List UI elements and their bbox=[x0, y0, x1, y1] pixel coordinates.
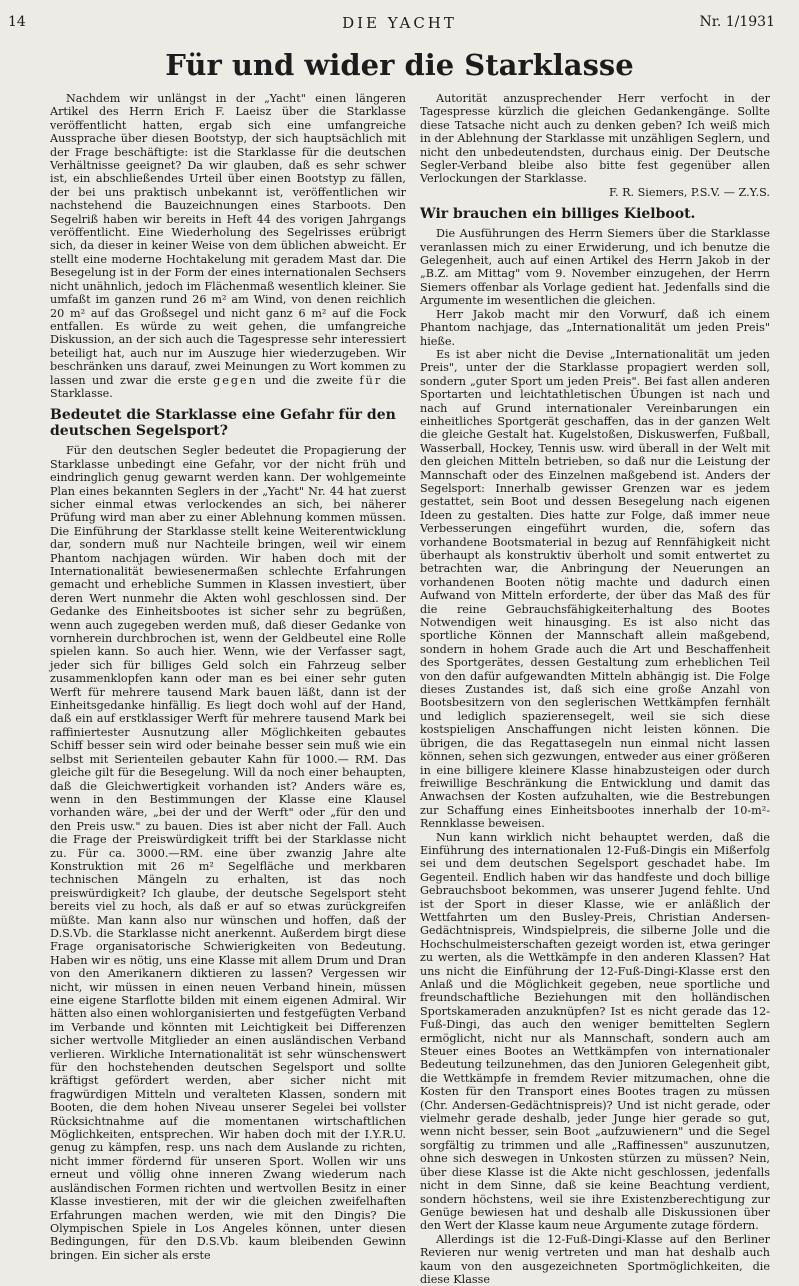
section-heading-1: Bedeutet die Starklasse eine Gefahr für den deutschen Segelsport? bbox=[50, 407, 396, 440]
intro-fuer: für bbox=[359, 373, 383, 387]
article-title: Für und wider die Starklasse bbox=[165, 48, 634, 82]
body-paragraph-2d: Nun kann wirklich nicht behauptet werden, daß die Einführung des internationalen 12-Fuß-Dingis ein Mißerfolg sei und dem deutschen Segelsport geschadet habe. Im Gegenteil. Endlich haben wir das handfeste und doch billige Gebrauchsboot bekommen, was unserer Jugend fehlte. Und ist der Sport in dieser Klasse, wie er anläßlich der Wettfahrten um den Busley-Preis, Christian Andersen-Gedächtnispreis, Windspielpreis, die silberne Jolle und die Hochschulmeisterschaften gezeigt worden ist, etwa geringer zu werten, als die Wettkämpfe in den anderen Klassen? Hat uns nicht die Einführung der 12-Fuß-Dingi-Klasse erst den Anlaß und die Möglichkeit gegeben, neue sportliche und freundschaftliche Beziehungen mit den holländischen Sportskameraden anzuknüpfen? Ist es nicht gerade das 12-Fuß-Dingi, das auch den weniger bemittelten Seglern ermöglicht, nicht nur als Mannschaft, sondern auch am Steuer eines Bootes an Wettkämpfen von internationaler Bedeutung teilzunehmen, das den Junioren Gelegenheit gibt, die Wettkämpfe in fremdem Revier mitzumachen, ohne die Kosten für den Transport eines Bootes tragen zu müssen (Chr. Andersen-Gedächtnispreis)? Und ist nicht gerade, oder vielmehr gerade deshalb, jeder Junge hier gerade so gut, wenn nicht besser, sein Boot „aufzuwienern" und die Segel sorgfältig zu trimmen und alle „Raffinessen" auszunutzen, ohne sich deswegen in Unkosten stürzen zu müssen? Nein, über diese Klasse ist die Akte nicht geschlossen, jedenfalls nicht in dem Sinne, daß sie keine Beachtung verdient, sondern höchstens, weil sie ihre Existenzberechtigung zur Genüge bewiesen hat und deshalb alle Diskussionen über den Wert der Klasse kaum neue Argumente zutage fördern. bbox=[420, 830, 770, 1233]
intro-text-3: die Starklasse. bbox=[50, 373, 407, 400]
body-paragraph-1: Für den deutschen Segler bedeutet die Propagierung der Starklasse unbedingt eine Gefahr, vor der nicht früh und eindringlich genug gewarnt werden kann. Der wohlgemeinte Plan eines bekannten Seglers in der „Yacht" Nr. 44 hat zuerst sicher einmal etwas verlockendes an sich, bei näherer Prüfung wird man aber zu einer Ablehnung kommen müssen. Die Einführung der Starklasse stellt keine Weiterentwicklung dar, sondern muß nur Nachteile bringen, weil wir einem Phantom nachjagen würden. Wir haben doch mit der Internationalität bewiesenermaßen schlechte Erfahrungen gemacht und erhebliche Summen in Klassen investiert, über deren Wert nunmehr die Akten wohl geschlossen sind. Der Gedanke des Einheitsbootes ist sicher sehr zu begrüßen, wenn auch zugegeben werden muß, daß dieser Gedanke von vornherein durchbrochen ist, wenn der Geldbeutel eine Rolle spielen kann. So auch hier. Wenn, wie der Verfasser sagt, jeder sich für billiges Geld solch ein Fahrzeug selber zusammenklopfen kann oder man es bei einer sehr guten Werft für mehrere tausend Mark bauen läßt, dann ist der Einheitsgedanke hinfällig. Es liegt doch wohl auf der Hand, daß ein auf erstklassiger Werft für mehrere tausend Mark bei raffiniertester Ausnutzung aller Möglichkeiten gebautes Schiff besser sein wird oder beinahe besser sein muß wie ein selbst mit Serienteilen gebauter Kahn für 1000.— RM. Das gleiche gilt für die Besegelung. Will da noch einer behaupten, daß die Gleichwertigkeit vorhanden ist? Anders wäre es, wenn in den Bestimmungen der Klasse eine Klausel vorhanden wäre, „bei der und der Werft" oder „für den und den Preis usw." zu bauen. Dies ist aber nicht der Fall. Auch die Frage der Preiswürdigkeit trifft bei der Starklasse nicht zu. Für ca. 3000.—RM. eine über zwanzig Jahre alte Konstruktion mit 26 m² Segelfläche und merkbaren technischen Mängeln zu erhalten, ist das noch preiswürdigkeit? Ich glaube, der deutsche Segelsport steht bereits viel zu hoch, als daß er auf so etwas zurückgreifen müßte. Man kann also nur wünschen und hoffen, daß der D.S.Vb. die Starklasse nicht anerkennt. Außerdem birgt diese Frage organisatorische Schwierigkeiten von Bedeutung. Haben wir es nötig, uns eine Klasse mit allem Drum und Dran von den Amerikanern diktieren zu lassen? Vergessen wir nicht, wir müssen in einen neuen Verband hinein, müssen eine eigene Starflotte bilden mit einem eigenen Admiral. Wir hätten also einen wohlorganisierten und festgefügten Verband im Verbande und könnten mit Leichtigkeit bei Differenzen sicher wertvolle Mitglieder an einen ausländischen Verband verlieren. Wirkliche Internationalität ist sehr wünschenswert für den hochstehenden deutschen Segelsport und sollte kräftigst gefördert werden, aber sicher nicht mit fragwürdigen Mitteln und veralteten Klassen, sondern mit Booten, die dem hohen Niveau unserer Segelei bei vollster Rücksichtnahme auf die momentanen wirtschaftlichen Möglichkeiten, entsprechen. Wir haben doch mit der I.Y.R.U. genug zu kämpfen, resp. uns nach dem Auslande zu richten, nicht immer fördernd für unseren Sport. Wollen wir uns erneut und völlig ohne inneren Zwang wiederum nach ausländischen Formen richten und wertvollen Besitz in einer Klasse investieren, mit der wir die gleichen zweifelhaften Erfahrungen machen werden, wie mit den Dingis? Die Olympischen Spiele in Los Angeles können, unter diesen Bedingungen, für den D.S.Vb. kaum bleibenden Gewinn bringen. Ein sicher als erste bbox=[50, 444, 406, 1262]
body-paragraph-2b: Herr Jakob macht mir den Vorwurf, daß ich einem Phantom nachjage, das „Internationalität um jeden Preis" hieße. bbox=[420, 307, 770, 348]
intro-text-2: und die zweite bbox=[264, 373, 353, 387]
journal-name: DIE YACHT bbox=[342, 14, 457, 32]
intro-paragraph bbox=[50, 92, 406, 400]
issue-number: Nr. 1/1931 bbox=[699, 14, 775, 30]
right-column bbox=[420, 92, 770, 1286]
section-heading-2: Wir brauchen ein billiges Kielboot. bbox=[420, 206, 696, 223]
continuation-paragraph: Autorität anzusprechender Herr verfocht in der Tagespresse kürzlich die gleichen Gedankengänge. Sollte diese Tatsache nicht auch zu denken geben? Ich weiß mich in der Ablehnung der Starklasse mit unzähligen Seglern, und nicht den unbedeutendsten, durchaus einig. Der Deutsche Segler-Verband bleibe also bitte fest gegenüber allen Verlockungen der Starklasse. bbox=[420, 92, 770, 186]
page-header bbox=[0, 14, 799, 36]
body-paragraph-2c: Es ist aber nicht die Devise „Internationalität um jeden Preis", unter der die Starklasse propagiert werden soll, sondern „guter Sport um jeden Preis". Bei fast allen anderen Sportarten und leichtathletischen Übungen ist nach und nach auf Grund internationaler Vereinbarungen ein einheitliches Sportgerät geschaffen, das in der ganzen Welt die gleiche Gestalt hat. Kugelstoßen, Diskuswerfen, Fußball, Wasserball, Hockey, Tennis usw. wird überall in der Welt mit den gleichen Mitteln betrieben, so daß nur die Leistung der Mannschaft oder des Einzelnen maßgebend ist. Anders der Segelsport: Innerhalb gewisser Grenzen war es jedem gestattet, sein Boot und dessen Besegelung nach eigenen Ideen zu gestalten. Dies hatte zur Folge, daß immer neue Verbesserungen eingeführt wurden, die, sofern das vorhandene Bootsmaterial in bezug auf Rennfähigkeit nicht überhaupt als konstruktiv überholt und somit entwertet zu betrachten war, die Anbringung der Neuerungen an vorhandenen Booten nötig machte und dadurch einen Aufwand von Mitteln erforderte, der über das Maß des für die reine Gebrauchsfähigkeiterhaltung des Bootes Notwendigen weit hinausging. Es ist also nicht das sportliche Können der Mannschaft allein maßgebend, sondern in hohem Grade auch die Art und Beschaffenheit des Sportgerätes, dessen Gestaltung zum erheblichen Teil von den dafür aufgewandten Mitteln abhängig ist. Die Folge dieses Zustandes ist, daß sich eine große Anzahl von Bootsbesitzern von den seglerischen Wettkämpfen fernhält und lediglich spazierensegelt, weil sie sich diese kostspieligen Anschaffungen nicht leisten können. Die übrigen, die das Regattasegeln nun einmal nicht lassen können, sehen sich gezwungen, entweder aus einer größeren in eine billigere kleinere Klasse hinabzusteigen oder durch freiwillige Beschränkung die Entwicklung und damit das Anwachsen der Kosten aufzuhalten, wie die Bestrebungen zur Schaffung eines Einheitsbootes innerhalb der 10-m²-Rennklasse beweisen. bbox=[420, 347, 770, 831]
page-number: 14 bbox=[8, 14, 26, 30]
intro-gegen: gegen bbox=[213, 373, 258, 387]
author-signature: F. R. Siemers, P.S.V. — Z.Y.S. bbox=[608, 185, 770, 199]
left-column bbox=[50, 92, 406, 1262]
body-paragraph-2a: Die Ausführungen des Herrn Siemers über die Starklasse veranlassen mich zu einer Erwiderung, und ich benutze die Gelegenheit, auch auf einen Artikel des Herrn Jakob in der „B.Z. am Mittag" vom 9. November einzugehen, der Herrn Siemers offenbar als Vorlage gedient hat. Jedenfalls sind die Argumente im wesentlichen die gleichen. bbox=[420, 227, 770, 308]
body-paragraph-2e: Allerdings ist die 12-Fuß-Dingi-Klasse auf den Berliner Revieren nur wenig vertreten und man hat deshalb auch kaum von den ausgezeichneten Sportmöglichkeiten, die diese Klasse bbox=[420, 1232, 770, 1286]
intro-text: Nachdem wir unlängst in der „Yacht" einen längeren Artikel des Herrn Erich F. Laeisz über die Starklasse veröffentlicht hatten, ergab sich eine umfangreiche Aussprache über diesen Bootstyp, der sich hauptsächlich mit der Frage beschäftigte: ist die Starklasse für die deutschen Verhältnisse geeignet? Da wir glauben, daß es sehr schwer ist, ein abschließendes Urteil über einen Bootstyp zu fällen, der bei uns praktisch unbekannt ist, veröffentlichen wir nachstehend die Bauzeichnungen eines Starboots. Den Segelriß haben wir bereits in Heft 44 des vorigen Jahrgangs veröffentlicht. Eine Wiederholung des Segelrisses erübrigt sich, da dieser in keiner Weise von dem üblichen abweicht. Er stellt eine moderne Hochtakelung mit geradem Mast dar. Die Besegelung ist in der Form der eines internationalen Sechsers nicht unähnlich, jedoch im Flächenmaß wesentlich kleiner. Sie umfaßt im ganzen rund 26 m² am Wind, von denen reichlich 20 m² auf das Großsegel und nicht ganz 6 m² auf die Fock entfallen. Es würde zu weit gehen, die umfangreiche Diskussion, an der sich auch die Tagespresse sehr interessiert beteiligt hat, auch nur im Auszuge hier wiederzugeben. Wir beschränken uns darauf, zwei Meinungen zu Wort kommen zu lassen und zwar die erste bbox=[50, 92, 406, 387]
